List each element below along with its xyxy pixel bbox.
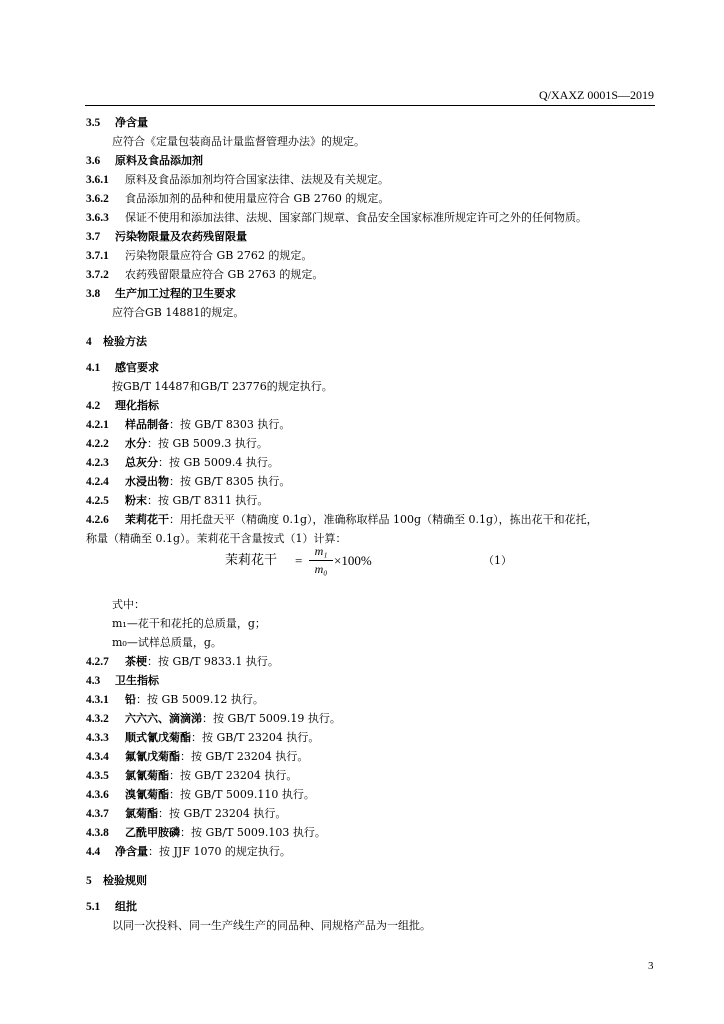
formula-lhs: 茉莉花干 xyxy=(225,553,278,568)
paragraph-text: 式中： xyxy=(112,598,145,611)
item-label: 氯菊酯 xyxy=(125,807,158,820)
section-heading: 检验方法 xyxy=(103,335,147,348)
section-number: 4.2.3 xyxy=(86,457,109,469)
section-number: 4.4 xyxy=(86,846,101,858)
item-label: 氟氰戊菊酯 xyxy=(125,750,180,763)
section-heading: 污染物限量及农药残留限量 xyxy=(115,230,247,243)
section-number: 4.3 xyxy=(86,675,101,687)
item-text: ：按 GB 5009.12 执行。 xyxy=(136,693,264,706)
formula-rhs: ×100% xyxy=(334,553,372,568)
section-number: 3.7.1 xyxy=(86,250,109,262)
item-label: 氯氰菊酯 xyxy=(125,769,169,782)
section-number: 3.6.2 xyxy=(86,193,109,205)
item-text: ：按 GB/T 8311 执行。 xyxy=(147,494,269,507)
section-number: 4.2.5 xyxy=(86,495,109,507)
item-label: 茶梗 xyxy=(125,655,147,668)
section-number: 4.2.4 xyxy=(86,476,109,488)
item-text: ：按 GB/T 23204 执行。 xyxy=(180,750,309,763)
item-label: 铅 xyxy=(125,693,136,706)
paragraph-text: m₁—花干和花托的总质量，g； xyxy=(112,617,266,630)
section-number: 3.6.1 xyxy=(86,174,109,186)
item-label: 六六六、滴滴涕 xyxy=(125,712,202,725)
item-text: ：按 GB/T 5009.19 执行。 xyxy=(202,712,341,725)
formula-label: （1） xyxy=(483,554,512,567)
item-label: 样品制备 xyxy=(125,418,169,431)
section-number: 3.6 xyxy=(86,155,101,167)
section-heading: 理化指标 xyxy=(115,399,159,412)
header-rule xyxy=(85,105,655,106)
section-number: 4.3.5 xyxy=(86,770,109,782)
section-number: 4.2.1 xyxy=(86,419,109,431)
item-text: ：按 GB 5009.3 执行。 xyxy=(147,437,268,450)
item-label: 水分 xyxy=(125,437,147,450)
formula-fraction xyxy=(309,544,333,577)
fraction-bar xyxy=(309,560,333,561)
item-text: ：按 GB/T 8303 执行。 xyxy=(169,418,291,431)
section-heading: 检验规则 xyxy=(103,874,147,887)
section-number: 4.3.2 xyxy=(86,713,109,725)
item-text: ：按 GB/T 5009.103 执行。 xyxy=(180,826,326,839)
page-number: 3 xyxy=(648,960,654,972)
formula-equals: = xyxy=(295,553,303,568)
section-number: 3.7.2 xyxy=(86,269,109,281)
item-text: ：按 GB/T 23204 执行。 xyxy=(169,769,298,782)
section-heading: 净含量 xyxy=(115,116,148,129)
section-heading: 生产加工过程的卫生要求 xyxy=(115,287,236,300)
item-text: ：按 GB/T 5009.110 执行。 xyxy=(169,788,315,801)
paragraph-text: 保证不使用和添加法律、法规、国家部门规章、食品安全国家标准所规定许可之外的任何物质。 xyxy=(125,211,587,224)
paragraph-text: 以同一次投料、同一生产线生产的同品种、同规格产品为一组批。 xyxy=(112,919,431,932)
section-number: 4.3.3 xyxy=(86,732,109,744)
section-number: 3.8 xyxy=(86,288,101,300)
item-text: ：按 GB/T 23204 执行。 xyxy=(158,807,287,820)
section-number: 4.1 xyxy=(86,362,101,374)
section-number: 4.3.7 xyxy=(86,808,109,820)
section-number: 4.2 xyxy=(86,400,101,412)
item-text: ：按 GB/T 9833.1 执行。 xyxy=(147,655,279,668)
formula-denominator: m₀ xyxy=(314,562,328,576)
item-text: ：用托盘天平（精确度 0.1g），准确称取样品 100g（精确至 0.1g），拣出花干和花托， xyxy=(169,513,598,526)
paragraph-text: 原料及食品添加剂均符合国家法律、法规及有关规定。 xyxy=(125,173,389,186)
item-label: 净含量 xyxy=(115,845,148,858)
section-number: 4.2.2 xyxy=(86,438,109,450)
section-number: 3.6.3 xyxy=(86,212,109,224)
item-text: ：按 JJF 1070 的规定执行。 xyxy=(148,845,291,858)
paragraph-text: 应符合GB 14881的规定。 xyxy=(112,306,245,319)
section-number: 4.2.7 xyxy=(86,656,109,668)
section-number: 3.5 xyxy=(86,117,101,129)
paragraph-text: 食品添加剂的品种和使用量应符合 GB 2760 的规定。 xyxy=(125,192,390,205)
item-text: ：按 GB/T 8305 执行。 xyxy=(169,475,291,488)
section-heading: 卫生指标 xyxy=(115,674,159,687)
section-number: 5.1 xyxy=(86,901,101,913)
section-number: 4.3.1 xyxy=(86,694,109,706)
section-number: 5 xyxy=(86,875,92,887)
paragraph-text: 称量（精确至 0.1g）。茉莉花干含量按式（1）计算： xyxy=(86,532,347,545)
paragraph-text: 污染物限量应符合 GB 2762 的规定。 xyxy=(125,249,313,262)
item-label: 粉末 xyxy=(125,494,147,507)
document-code: Q/XAXZ 0001S—2019 xyxy=(538,88,654,102)
paragraph-text: 农药残留限量应符合 GB 2763 的规定。 xyxy=(125,268,324,281)
section-number: 4.2.6 xyxy=(86,514,109,526)
section-number: 4.3.8 xyxy=(86,827,109,839)
section-number: 3.7 xyxy=(86,231,101,243)
item-text: ：按 GB 5009.4 执行。 xyxy=(158,456,279,469)
section-heading: 组批 xyxy=(115,900,137,913)
paragraph-text: m₀—试样总质量，g。 xyxy=(112,636,222,649)
item-label: 总灰分 xyxy=(125,456,158,469)
item-label: 乙酰甲胺磷 xyxy=(125,826,180,839)
section-heading: 原料及食品添加剂 xyxy=(115,154,203,167)
paragraph-text: 按GB/T 14487和GB/T 23776的规定执行。 xyxy=(112,380,333,393)
section-number: 4.3.6 xyxy=(86,789,109,801)
formula-numerator: m₁ xyxy=(314,544,328,558)
section-heading: 感官要求 xyxy=(115,361,159,374)
item-label: 顺式氰戊菊酯 xyxy=(125,731,191,744)
item-label: 水浸出物 xyxy=(125,475,169,488)
paragraph-text: 应符合《定量包装商品计量监督管理办法》的规定。 xyxy=(112,135,365,148)
section-number: 4.3.4 xyxy=(86,751,109,763)
section-number: 4 xyxy=(86,336,92,348)
item-label: 溴氰菊酯 xyxy=(125,788,169,801)
item-label: 茉莉花干 xyxy=(125,513,169,526)
item-text: ：按 GB/T 23204 执行。 xyxy=(191,731,320,744)
